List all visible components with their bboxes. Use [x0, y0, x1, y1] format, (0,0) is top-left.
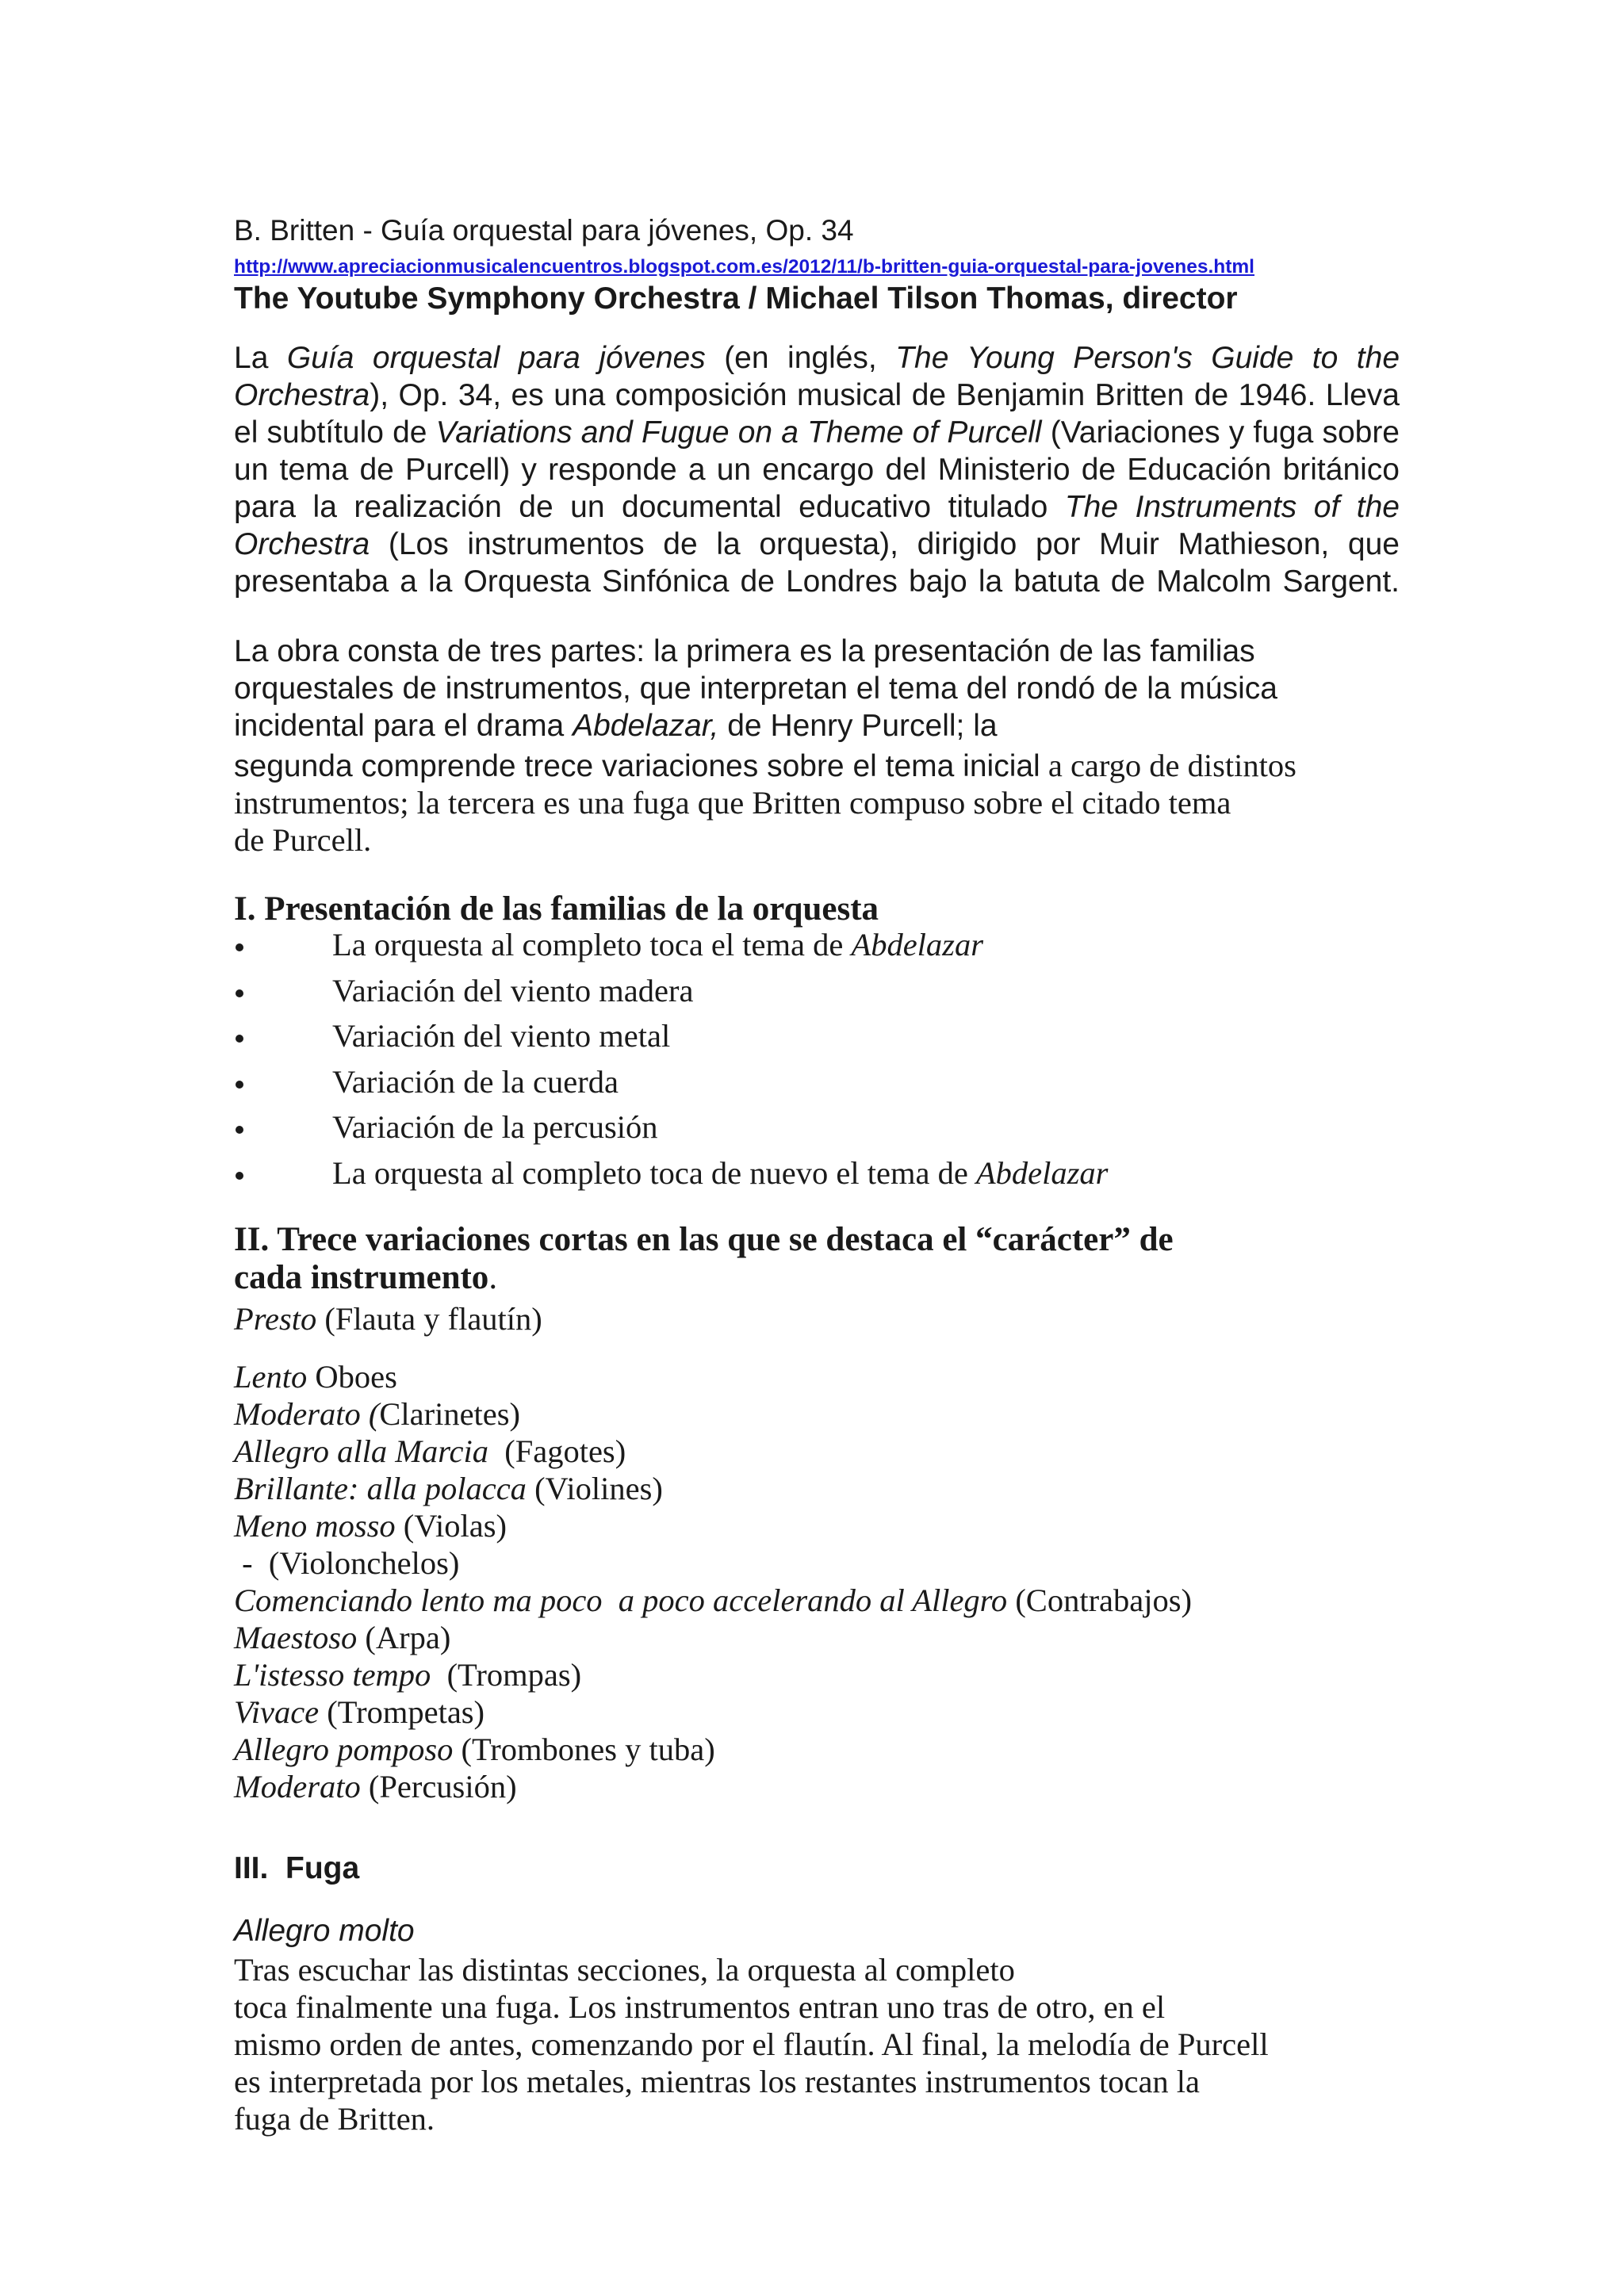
subtitle-en: Variations and Fugue on a Theme of Purcell: [435, 415, 1042, 450]
variation-item: [234, 1507, 1192, 1544]
drama-title: Abdelazar,: [573, 709, 719, 743]
item-text: La orquesta al completo toca el tema de: [332, 927, 852, 962]
instrument-name: Oboes: [307, 1359, 397, 1395]
instrument-name: (Violines): [526, 1471, 663, 1506]
variation-item: [234, 1358, 1192, 1395]
item-text: Variación del viento metal: [332, 1018, 671, 1054]
intro-text: (en inglés,: [705, 341, 896, 375]
tempo-marking: Presto: [234, 1301, 317, 1337]
structure-text: segunda comprende trece variaciones sobre el tema inicial: [234, 749, 1040, 783]
tempo-marking: Lento: [234, 1359, 308, 1395]
structure-line: de Purcell.: [234, 822, 372, 858]
tempo-marking: Allegro molto: [234, 1914, 415, 1948]
bullet-icon: [236, 943, 243, 951]
tempo-marking: Allegro alla Marcia: [234, 1433, 488, 1469]
bullet-icon: [236, 989, 243, 997]
instrument-name: (Fagotes): [488, 1433, 626, 1469]
structure-text: de Henry Purcell; la: [718, 709, 998, 743]
structure-text: incidental para el drama: [234, 709, 573, 743]
instrument-name: Clarinetes): [379, 1396, 521, 1432]
instrument-name: (Violas): [395, 1508, 508, 1544]
section-heading: III. Fuga: [234, 1851, 360, 1885]
tempo-marking: Vivace: [234, 1694, 320, 1730]
fugue-tempo: [234, 1914, 415, 1949]
variation-item: [234, 1656, 1192, 1693]
intro-paragraph: [234, 339, 1400, 600]
work-title-es: Guía orquestal para jóvenes: [286, 341, 706, 375]
list-item-text: [332, 926, 983, 963]
variation-item: [234, 1693, 1192, 1731]
tempo-marking: Moderato: [234, 1769, 361, 1804]
variations-list: [234, 1358, 1192, 1805]
intro-text: La: [234, 341, 287, 375]
structure-text: a cargo de distintos: [1040, 748, 1297, 783]
fugue-line: es interpretada por los metales, mientras los restantes instrumentos tocan la: [234, 2064, 1201, 2099]
instrument-name: (Arpa): [357, 1620, 451, 1655]
heading-line: cada instrumento: [234, 1259, 489, 1296]
intro-text: (Variaciones y fuga sobre un tema de Purcell) y responde a un encargo del Ministerio de Educación británico para la realización de un documental educativo titulado: [234, 415, 1400, 524]
instrument-name: (Flauta y flautín): [316, 1301, 542, 1337]
section-heading: [234, 1221, 1174, 1297]
variation-item: [234, 1731, 1192, 1768]
item-text: Variación del viento madera: [332, 972, 694, 1008]
performer-line: The Youtube Symphony Orchestra / Michael Tilson Thomas, director: [234, 281, 1238, 316]
list-item-text: [332, 1154, 1108, 1192]
intro-text: ), Op. 34, es una composición musical de Benjamin Britten de 1946. Lleva el subtítulo de: [234, 378, 1400, 450]
fugue-line: mismo orden de antes, comenzando por el flautín. Al final, la melodía de Purcell: [234, 2026, 1269, 2062]
tempo-marking: Moderato (: [234, 1396, 380, 1432]
list-item-text: [332, 1108, 657, 1146]
item-text: La orquesta al completo toca de nuevo el tema de: [332, 1154, 976, 1191]
film-title: The Instruments of the Orchestra: [234, 490, 1400, 561]
document-title: B. Britten - Guía orquestal para jóvenes, Op. 34: [234, 214, 854, 247]
intro-text: (Los instrumentos de la orquesta), dirigido por Muir Mathieson, que presentaba a la Orquesta Sinfónica de Londres bajo la batuta de Malcolm Sargent.: [234, 527, 1400, 599]
list-item-text: [332, 1017, 670, 1054]
instrument-name: (Trompetas): [319, 1694, 485, 1730]
fugue-line: fuga de Britten.: [234, 2101, 435, 2137]
work-title-en: The Young Person's Guide to the Orchestra: [234, 341, 1400, 412]
variation-item: [234, 1768, 1192, 1805]
item-emphasis: Abdelazar: [975, 1154, 1109, 1191]
item-emphasis: Abdelazar: [851, 927, 983, 962]
bullet-icon: [236, 1035, 243, 1043]
list-item-text: [332, 972, 693, 1009]
fugue-line: toca finalmente una fuga. Los instrumentos entran uno tras de otro, en el: [234, 1989, 1166, 2025]
instrument-name: - (Violonchelos): [234, 1545, 460, 1581]
variation-first: [234, 1300, 542, 1337]
structure-line: [234, 709, 998, 744]
tempo-marking: L'istesso tempo: [234, 1657, 431, 1693]
instrument-name: (Percusión): [360, 1769, 517, 1804]
variation-item: [234, 1395, 1192, 1433]
tempo-marking: Meno mosso: [234, 1508, 396, 1544]
structure-line: instrumentos; la tercera es una fuga que Britten compuso sobre el citado tema: [234, 785, 1231, 821]
variation-item: [234, 1619, 1192, 1656]
section-heading: I. Presentación de las familias de la orquesta: [234, 890, 879, 928]
tempo-marking: Maestoso: [234, 1620, 358, 1655]
item-text: Variación de la cuerda: [332, 1063, 619, 1100]
variation-item: [234, 1544, 1192, 1582]
structure-line: La obra consta de tres partes: la primera es la presentación de las familias: [234, 634, 1255, 668]
tempo-marking: Comenciando lento ma poco a poco accelerando al Allegro: [234, 1582, 1008, 1618]
variation-item: [234, 1582, 1192, 1619]
structure-line: [234, 747, 1297, 784]
list-item-text: [332, 1063, 619, 1100]
instrument-name: (Contrabajos): [1007, 1582, 1193, 1618]
fugue-line: Tras escuchar las distintas secciones, la orquesta al completo: [234, 1952, 1015, 1988]
instrument-name: (Trombones y tuba): [453, 1732, 715, 1767]
variation-item: [234, 1433, 1192, 1470]
variation-item: [234, 1470, 1192, 1507]
structure-line: orquestales de instrumentos, que interpretan el tema del rondó de la música: [234, 672, 1277, 706]
bullet-icon: [236, 1126, 243, 1134]
instrument-name: (Trompas): [431, 1657, 582, 1693]
bullet-icon: [236, 1081, 243, 1089]
bullet-icon: [236, 1172, 243, 1180]
tempo-marking: Brillante: alla polacca: [234, 1471, 527, 1506]
item-text: Variación de la percusión: [332, 1109, 658, 1145]
heading-line: II. Trece variaciones cortas en las que se destaca el “carácter” de: [234, 1221, 1174, 1258]
heading-dot: .: [488, 1259, 498, 1296]
tempo-marking: Allegro pomposo: [234, 1732, 454, 1767]
source-link[interactable]: http://www.apreciacionmusicalencuentros.blogspot.com.es/2012/11/b-britten-guia-orquestal-para-jovenes.html: [234, 256, 1254, 277]
